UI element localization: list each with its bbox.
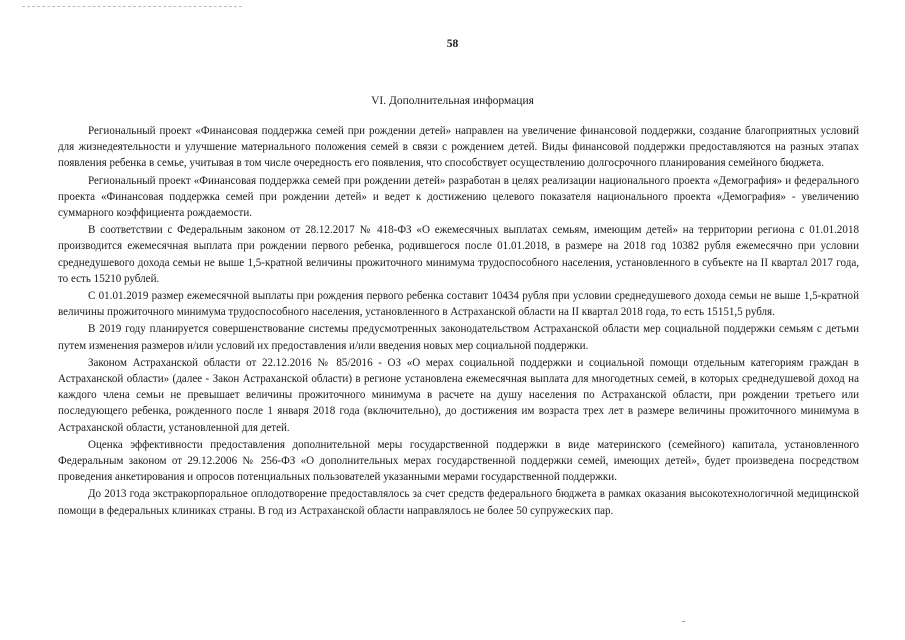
paragraph: Региональный проект «Финансовая поддержка семей при рождении детей» направлен на увеличение финансовой поддержки, создание благоприятных условий для жизнедеятельности и улучшение материального положения семей в связи с рождением детей. Виды финансовой поддержки предоставляются на разных этапах появления ребенка в семье, учитывая в том числе очередность его появления, что способствует осуществлению долгосрочного планирования семейного бюджета.	[58, 125, 859, 170]
page-number: 58	[446, 38, 459, 50]
paragraph: До 2013 года экстракорпоральное оплодотворение предоставлялось за счет средств федерального бюджета в рамках оказания высокотехнологичной медицинской помощи в федеральных клиниках страны. В год из Астраханской области направлялось не более 50 супружеских пар.	[58, 488, 859, 517]
paragraph: В соответствии с Федеральным законом от 28.12.2017 № 418-ФЗ «О ежемесячных выплатах семьям, имеющим детей» на территории региона с 01.01.2018 производится ежемесячная выплата при рождении первого ребенка, родившегося после 01.01.2018, в размере на 2018 год 10382 рубля ежемесячно при условии среднедушевого дохода семьи не выше 1,5-кратной величины прожиточного минимума трудоспособного населения, установленного в субъекте на II квартал 2017 года, то есть 15210 рублей.	[58, 224, 859, 285]
paragraph: Региональный проект «Финансовая поддержка семей при рождении детей» разработан в целях реализации национального проекта «Демография» и федерального проекта «Финансовая поддержка семей при рождении детей» и ведет к достижению целевого показателя национального проекта «Демография» - увеличению суммарного коэффициента рождаемости.	[58, 174, 859, 220]
paragraph: В 2019 году планируется совершенствование системы предусмотренных законодательством Астраханской области мер социальной поддержки семьям с детьми путем изменения размеров и/или условий их предоставления и/или введения новых мер социальной поддержки.	[58, 323, 859, 352]
scan-speck	[682, 621, 685, 622]
paragraph: С 01.01.2019 размер ежемесячной выплаты при рождения первого ребенка составит 10434 рубля при условии среднедушевого дохода семьи не выше 1,5-кратной величины прожиточного минимума трудоспособного населения, установленного в Астраханской области на II квартал 2018 года, то есть 15151,5 рубля.	[58, 290, 859, 319]
scan-artifact	[22, 6, 242, 11]
paragraph: Оценка эффективности предоставления дополнительной меры государственной поддержки в виде материнского (семейного) капитала, установленного Федеральным законом от 29.12.2006 № 256-ФЗ «О дополнительных мерах государственной поддержки семей, имеющих детей», будет произведена посредством проведения анкетирования и опросов потенциальных пользователей указанными мерами государственной поддержки.	[58, 438, 859, 484]
section-heading: VI. Дополнительная информация	[371, 95, 534, 107]
body-text	[58, 123, 859, 519]
paragraph: Законом Астраханской области от 22.12.2016 № 85/2016 - ОЗ «О мерах социальной поддержки и социальной помощи отдельным категориям граждан в Астраханской области» (далее - Закон Астраханской области) в регионе установлена ежемесячная выплата для многодетных семей, в которых среднедушевой доход на каждого члена семьи не превышает величины прожиточного минимума в расчете на душу населения по Астраханской области, при рождении третьего или последующего ребенка, рожденного после 1 января 2018 года (включительно), до достижения им возраста трех лет в размере величины прожиточного минимума в Астраханской области, установленной для детей.	[58, 356, 859, 434]
